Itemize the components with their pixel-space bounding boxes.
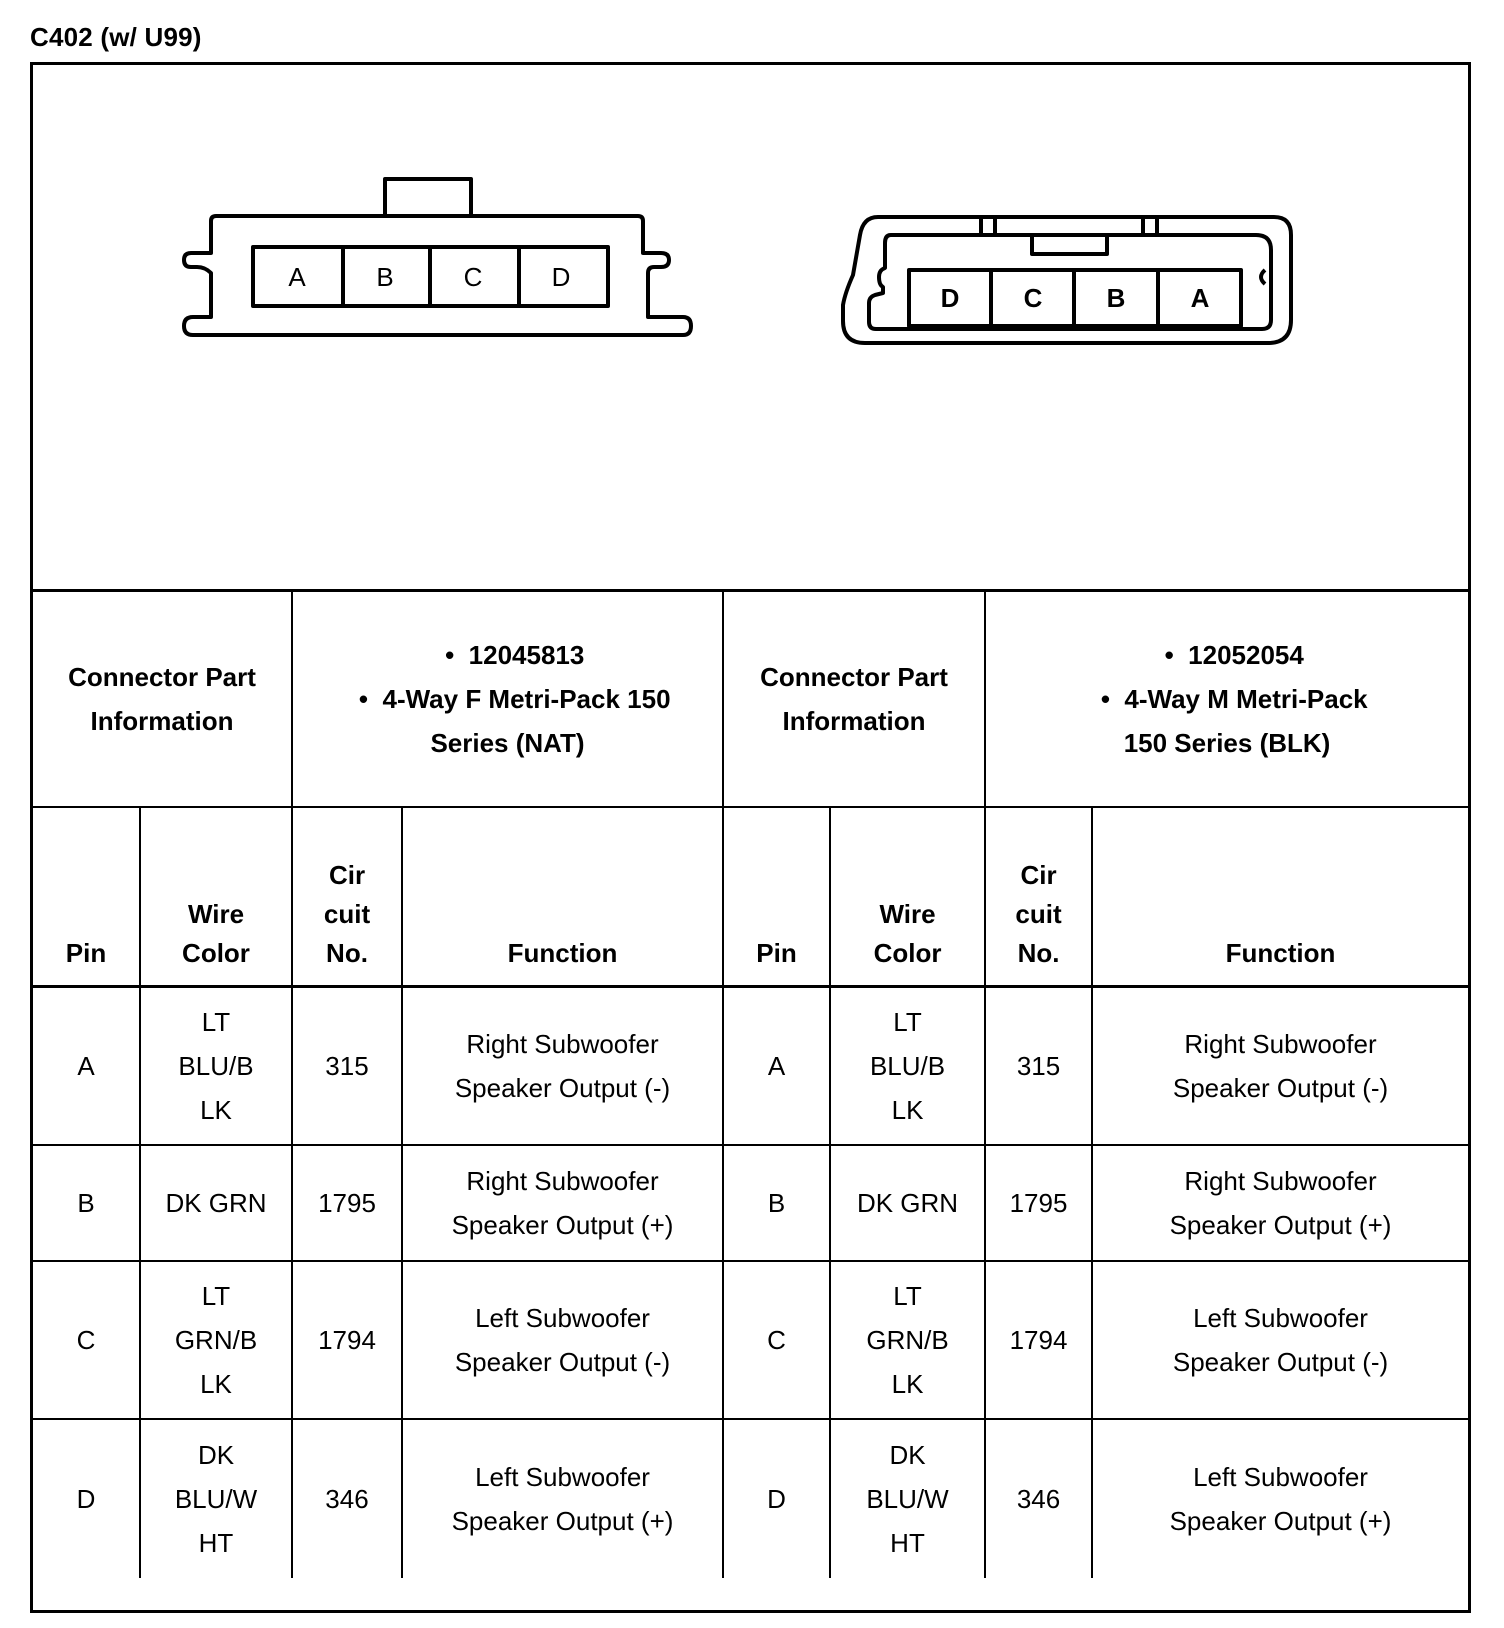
function-cell: Left Subwoofer Speaker Output (-) xyxy=(402,1261,723,1419)
circuit-cell: 1794 xyxy=(292,1261,402,1419)
header-wire-color: Wire Color xyxy=(830,807,985,987)
function-cell: Left Subwoofer Speaker Output (-) xyxy=(1092,1261,1468,1419)
wire-color-cell: DK GRN xyxy=(140,1145,292,1261)
connector-part-info-left: • 12045813 • 4-Way F Metri-Pack 150 Series (NAT) xyxy=(292,591,723,807)
connector-drawing xyxy=(33,65,1468,589)
left-pin-label: D xyxy=(551,262,571,292)
circuit-cell: 315 xyxy=(985,987,1092,1145)
function-cell: Right Subwoofer Speaker Output (+) xyxy=(1092,1145,1468,1261)
wire-color-cell: DK BLU/W HT xyxy=(830,1419,985,1578)
left-pin-label: C xyxy=(463,262,483,292)
connector-part-info-label-right: Connector Part Information xyxy=(723,591,985,807)
pin-cell: A xyxy=(723,987,830,1145)
connector-frame xyxy=(30,62,1471,1613)
header-function: Function xyxy=(402,807,723,987)
right-pin-label: C xyxy=(1023,283,1043,313)
wire-color-cell: LT BLU/B LK xyxy=(830,987,985,1145)
column-header-row xyxy=(33,807,1468,987)
pin-cell: D xyxy=(723,1419,830,1578)
left-pin-label: A xyxy=(288,262,306,292)
pin-cell: C xyxy=(33,1261,140,1419)
table-row xyxy=(33,1419,1468,1578)
table-row xyxy=(33,987,1468,1145)
connector-part-info-right: • 12052054 • 4-Way M Metri-Pack 150 Series (BLK) xyxy=(985,591,1468,807)
header-pin: Pin xyxy=(33,807,140,987)
header-circuit: Cir cuit No. xyxy=(292,807,402,987)
pin-cell: B xyxy=(723,1145,830,1261)
left-pin-label: B xyxy=(376,262,394,292)
connector-diagram xyxy=(33,65,1468,589)
circuit-cell: 346 xyxy=(985,1419,1092,1578)
wire-color-cell: LT GRN/B LK xyxy=(140,1261,292,1419)
pin-cell: B xyxy=(33,1145,140,1261)
pinout-table xyxy=(33,589,1468,1578)
pin-cell: C xyxy=(723,1261,830,1419)
header-wire-color: Wire Color xyxy=(140,807,292,987)
header-function: Function xyxy=(1092,807,1468,987)
function-cell: Right Subwoofer Speaker Output (-) xyxy=(402,987,723,1145)
circuit-cell: 1795 xyxy=(292,1145,402,1261)
header-circuit: Cir cuit No. xyxy=(985,807,1092,987)
circuit-cell: 1795 xyxy=(985,1145,1092,1261)
right-pin-label: D xyxy=(940,283,960,313)
function-cell: Right Subwoofer Speaker Output (+) xyxy=(402,1145,723,1261)
circuit-cell: 346 xyxy=(292,1419,402,1578)
wire-color-cell: DK GRN xyxy=(830,1145,985,1261)
header-pin: Pin xyxy=(723,807,830,987)
function-cell: Right Subwoofer Speaker Output (-) xyxy=(1092,987,1468,1145)
page-title: C402 (w/ U99) xyxy=(30,22,202,52)
right-pin-label: A xyxy=(1190,283,1210,313)
pin-cell: A xyxy=(33,987,140,1145)
function-cell: Left Subwoofer Speaker Output (+) xyxy=(402,1419,723,1578)
circuit-cell: 315 xyxy=(292,987,402,1145)
right-connector-housing xyxy=(843,217,1291,343)
wire-color-cell: LT BLU/B LK xyxy=(140,987,292,1145)
pin-rows xyxy=(33,987,1468,1578)
function-cell: Left Subwoofer Speaker Output (+) xyxy=(1092,1419,1468,1578)
wire-color-cell: LT GRN/B LK xyxy=(830,1261,985,1419)
wire-color-cell: DK BLU/W HT xyxy=(140,1419,292,1578)
connector-info-row xyxy=(33,591,1468,807)
table-row xyxy=(33,1145,1468,1261)
pin-cell: D xyxy=(33,1419,140,1578)
table-row xyxy=(33,1261,1468,1419)
connector-part-info-label-left: Connector Part Information xyxy=(33,591,292,807)
left-connector-housing xyxy=(184,179,691,335)
right-pin-label: B xyxy=(1106,283,1126,313)
circuit-cell: 1794 xyxy=(985,1261,1092,1419)
